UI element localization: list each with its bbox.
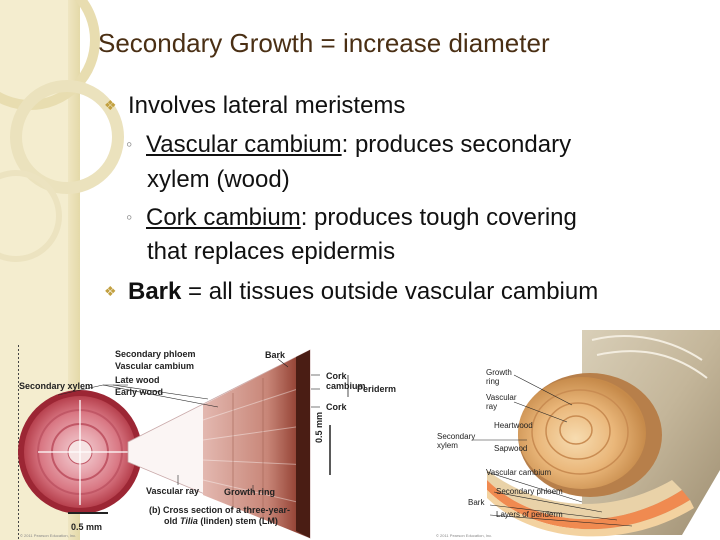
label-heartwood: Heartwood: [494, 421, 533, 430]
bullet-lateral-meristems: [104, 92, 405, 120]
label-late-wood: Late wood: [115, 375, 160, 385]
label-vascular-cambium: Vascular cambium: [115, 361, 195, 371]
subbullet-icon: ◦: [126, 134, 133, 154]
caption-italic-text: Tilia: [180, 516, 198, 526]
bullet-text: Involves lateral meristems: [128, 92, 406, 119]
subbullet-continuation: that replaces epidermis: [147, 238, 396, 265]
label-vascular-ray-right: Vascular ray: [486, 393, 517, 411]
label-secondary-xylem: Secondary xylem: [19, 381, 94, 391]
label-scale-vertical: 0.5 mm: [314, 411, 324, 443]
label-bark-right: Bark: [468, 498, 485, 507]
caption-text: old: [164, 516, 180, 526]
subbullet-continuation: xylem (wood): [147, 166, 290, 193]
term-bark: Bark: [128, 278, 182, 305]
label-vascular-cambium-right: Vascular cambium: [486, 468, 552, 477]
log-diagram-figure: [432, 330, 720, 540]
term-vascular-cambium: Vascular cambium: [146, 131, 342, 158]
subbullet-icon: ◦: [126, 207, 133, 227]
figure-caption-line-2: [164, 516, 278, 526]
bullet-icon: ❖: [104, 97, 117, 113]
label-secondary-phloem: Secondary phloem: [115, 349, 196, 359]
figure-caption-line-1: (b) Cross section of a three-year-: [149, 505, 291, 515]
slide-title: Secondary Growth = increase diameter: [98, 28, 550, 58]
label-growth-ring-right: Growth ring: [486, 368, 512, 386]
subbullet-vascular-cambium: [126, 131, 571, 159]
label-cork: Cork: [326, 402, 347, 412]
label-periderm: Periderm: [357, 384, 397, 394]
bullet-text: = all tissues outside vascular cambium: [181, 278, 599, 305]
label-scale-horizontal: 0.5 mm: [71, 522, 103, 532]
copyright-left: © 2011 Pearson Education, Inc.: [20, 533, 77, 538]
stem-cross-section-figure: [18, 345, 398, 540]
label-early-wood: Early wood: [115, 387, 164, 397]
term-cork-cambium: Cork cambium: [146, 204, 301, 231]
label-layers-of-periderm: Layers of periderm: [496, 510, 563, 519]
label-bark: Bark: [265, 350, 286, 360]
bullet-icon: ❖: [104, 283, 117, 299]
label-secondary-xylem-right: Secondary xylem: [437, 432, 476, 450]
caption-text: (linden) stem (LM): [197, 516, 278, 526]
label-cork-cambium: Cork cambium: [326, 371, 366, 391]
label-sapwood: Sapwood: [494, 444, 528, 453]
subbullet-text: : produces secondary: [341, 131, 572, 158]
label-secondary-phloem-right: Secondary phloem: [496, 487, 563, 496]
subbullet-cork-cambium: [126, 204, 577, 232]
label-growth-ring: Growth ring: [224, 487, 275, 497]
subbullet-text: : produces tough covering: [300, 204, 577, 231]
copyright-right: © 2011 Pearson Education, Inc.: [436, 533, 493, 538]
label-vascular-ray: Vascular ray: [146, 486, 200, 496]
bullet-bark: [104, 278, 598, 306]
